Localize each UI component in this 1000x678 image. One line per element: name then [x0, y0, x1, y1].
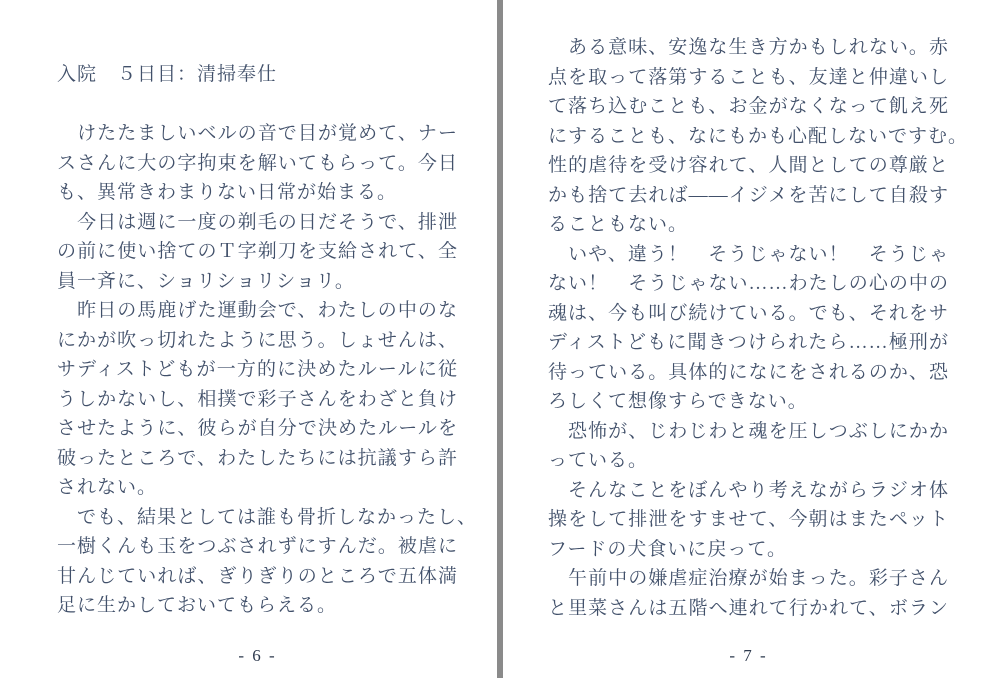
text-line: も、異常きわまりない日常が始まる。 [57, 182, 398, 203]
text-line: 待っている。具体的になにをされるのか、恐 [548, 361, 949, 383]
text-line: 破ったところで、わたしたちには抗議すら許 [57, 447, 458, 469]
page-number-right: - 7 - [729, 646, 768, 665]
text-line: 点を取って落第することも、友達と仲違いし [548, 66, 949, 88]
text-line: けたたましいベルの音で目が覚めて、ナー [57, 123, 458, 144]
text-line: て落ち込むことも、お金がなくなって飢え死 [548, 96, 949, 117]
chapter-title: 入院 ５日目：清掃奉仕 [57, 64, 278, 85]
text-line: 今日は週に一度の剃毛の日だそうで、排泄 [57, 211, 458, 233]
text-line: させたように、彼らが自分で決めたルールを [57, 418, 458, 439]
text-line: にかが吹っ切れたように思う。しょせんは、 [57, 329, 458, 351]
text-line: 魂は、今も叫び続けている。でも、それをサ [548, 302, 949, 324]
page-right [548, 33, 969, 623]
text-line: の前に使い捨てのＴ字剃刀を支給されて、全 [57, 241, 458, 262]
text-line: と里菜さんは五階へ連れて行かれて、ボラン [548, 597, 949, 619]
text-line: 午前中の嫌虐症治療が始まった。彩子さん [548, 568, 949, 589]
text-line: ある意味、安逸な生き方かもしれない。赤 [548, 37, 949, 58]
page-number-left: - 6 - [238, 646, 277, 665]
text-line: 性的虐待を受け容れて、人間としての尊厳と [548, 155, 949, 176]
text-line: 恐怖が、じわじわと魂を圧しつぶしにかか [548, 420, 949, 442]
text-line: そんなことをぼんやり考えながらラジオ体 [548, 479, 949, 501]
text-line: 足に生かしておいてもらえる。 [57, 595, 338, 616]
text-line: かも捨て去れば——イジメを苦にして自殺す [548, 184, 949, 206]
text-line: サディストどもが一方的に決めたルールに従 [57, 359, 458, 380]
text-line: うしかないし、相撲で彩子さんをわざと負け [57, 388, 458, 410]
text-line: 員一斉に、ショリショリショリ。 [57, 270, 355, 292]
text-line: されない。 [57, 477, 158, 498]
text-line: ディストどもに聞きつけられたら……極刑が [548, 332, 949, 353]
text-line: 操をして排泄をすませて、今朝はまたペット [548, 509, 949, 530]
text-line: ない！ そうじゃない……わたしの心の中の [548, 273, 949, 294]
text-line: フードの犬食いに戻って。 [548, 538, 788, 560]
text-line: 昨日の馬鹿げた運動会で、わたしの中のな [57, 300, 458, 321]
text-line: ることもない。 [548, 214, 689, 235]
text-line: スさんに大の字拘束を解いてもらって。今日 [57, 152, 458, 174]
text-line: 甘んじていれば、ぎりぎりのところで五体満 [57, 565, 458, 587]
text-line: ろしくて想像すらできない。 [548, 391, 808, 412]
text-line: にすることも、なにもかも心配しないですむ。 [548, 125, 969, 147]
text-line: いや、違う！ そうじゃない！ そうじゃ [548, 243, 949, 265]
text-line: っている。 [548, 450, 649, 471]
text-line: でも、結果としては誰も骨折しなかったし、 [57, 506, 478, 528]
page-divider [497, 0, 503, 678]
page-left [57, 60, 478, 621]
text-line: 一樹くんも玉をつぶされずにすんだ。被虐に [57, 536, 458, 557]
blank-line [57, 90, 458, 120]
